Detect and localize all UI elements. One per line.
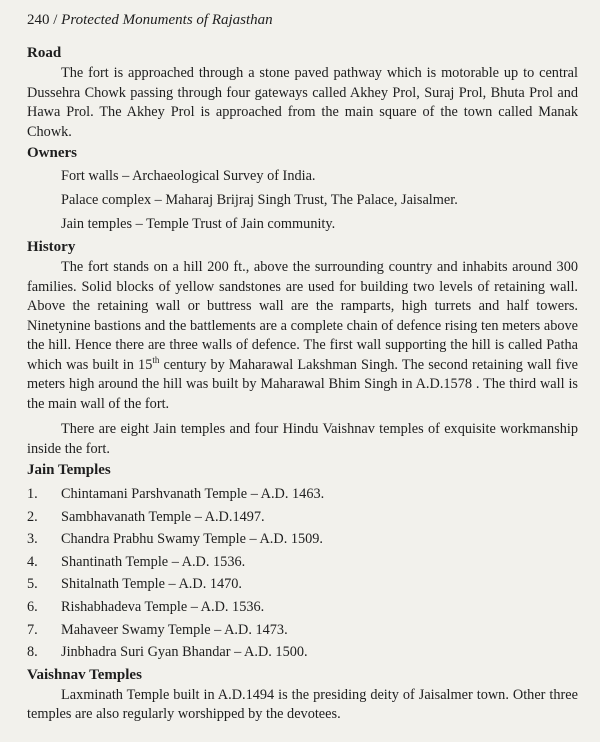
- owners-list: [27, 164, 578, 236]
- list-item-text: Rishabhadeva Temple – A.D. 1536.: [61, 598, 265, 615]
- road-section: [27, 42, 578, 142]
- owner-item: Jain temples – Temple Trust of Jain community.: [61, 216, 336, 232]
- history-paragraph: [27, 258, 578, 414]
- list-item: [27, 528, 578, 551]
- ordinal-suffix: th: [152, 354, 160, 365]
- list-item: [27, 596, 578, 619]
- list-number: 1.: [27, 486, 38, 502]
- history-text-part: century by Maharawal Lakshman Singh. The second retaining wall five meters high around the hill was built by Maharawal Bhim Singh in A.D.1578 . The third wall is the main wall of the fort.: [27, 356, 578, 412]
- history-heading: History: [27, 239, 76, 255]
- list-item-text: Shitalnath Temple – A.D. 1470.: [61, 576, 243, 593]
- list-item-text: Shantinath Temple – A.D. 1536.: [61, 553, 246, 570]
- list-number: 2.: [27, 508, 38, 525]
- list-item-text: Jinbhadra Suri Gyan Bhandar – A.D. 1500.: [61, 644, 308, 661]
- jain-temples-section: [27, 459, 578, 664]
- history-section: [27, 236, 578, 459]
- running-head: [27, 10, 578, 30]
- list-number: 6.: [27, 598, 38, 615]
- list-item: [27, 573, 578, 596]
- list-item: [27, 483, 578, 506]
- owner-item: Fort walls – Archaeological Survey of India.: [61, 168, 316, 184]
- list-item: [27, 619, 578, 642]
- page-number: 240 /: [27, 12, 62, 28]
- owners-section: [27, 142, 578, 236]
- list-number: 3.: [27, 531, 38, 548]
- vaishnav-paragraph: Laxminath Temple built in A.D.1494 is the presiding deity of Jaisalmer town. Other three temples are also regularly worshipped by the devotees.: [27, 686, 578, 723]
- list-item-text: Chintamani Parshvanath Temple – A.D. 1463.: [61, 486, 325, 502]
- road-heading: Road: [27, 45, 62, 61]
- list-number: 7.: [27, 621, 38, 638]
- book-title: Protected Monuments of Rajasthan: [61, 12, 273, 28]
- road-paragraph: The fort is approached through a stone paved pathway which is motorable up to central Dussehra Chowk passing through four gateways called Akhey Prol, Suraj Prol, Bhuta Prol and Hawa Prol. The Akhey Prol is approached from the main square of the town called Manak Chowk.: [27, 65, 578, 140]
- history-text-part: The fort stands on a hill 200 ft., above the surrounding country and inhabits around 300 families. Solid blocks of yellow sandstones are used for building two levels of retaining wall. Above the retaining wall or buttress wall are the ramparts, high turrets and half towers. Ninetynine bastions and the battlements are a complete chain of defence rising ten meters above the hill. Hence there are three walls of defence. The first wall supporting the hill is called Patha which was built in 15: [27, 259, 578, 373]
- list-item-text: Mahaveer Swamy Temple – A.D. 1473.: [61, 621, 288, 638]
- list-number: 4.: [27, 553, 38, 570]
- owner-item: Palace complex – Maharaj Brijraj Singh Trust, The Palace, Jaisalmer.: [61, 192, 458, 208]
- owners-heading: Owners: [27, 145, 77, 161]
- jain-temples-heading: Jain Temples: [27, 462, 111, 478]
- list-item: [27, 641, 578, 664]
- vaishnav-temples-heading: Vaishnav Temples: [27, 666, 142, 683]
- list-item: [27, 551, 578, 574]
- list-number: 8.: [27, 644, 38, 661]
- vaishnav-temples-section: [27, 664, 578, 725]
- jain-temples-list: [27, 483, 578, 664]
- list-item: [27, 506, 578, 529]
- list-item-text: Sambhavanath Temple – A.D.1497.: [61, 508, 265, 525]
- history-paragraph-temples: There are eight Jain temples and four Hindu Vaishnav temples of exquisite workmanship inside the fort.: [27, 421, 578, 457]
- list-number: 5.: [27, 576, 38, 593]
- list-item-text: Chandra Prabhu Swamy Temple – A.D. 1509.: [61, 531, 324, 548]
